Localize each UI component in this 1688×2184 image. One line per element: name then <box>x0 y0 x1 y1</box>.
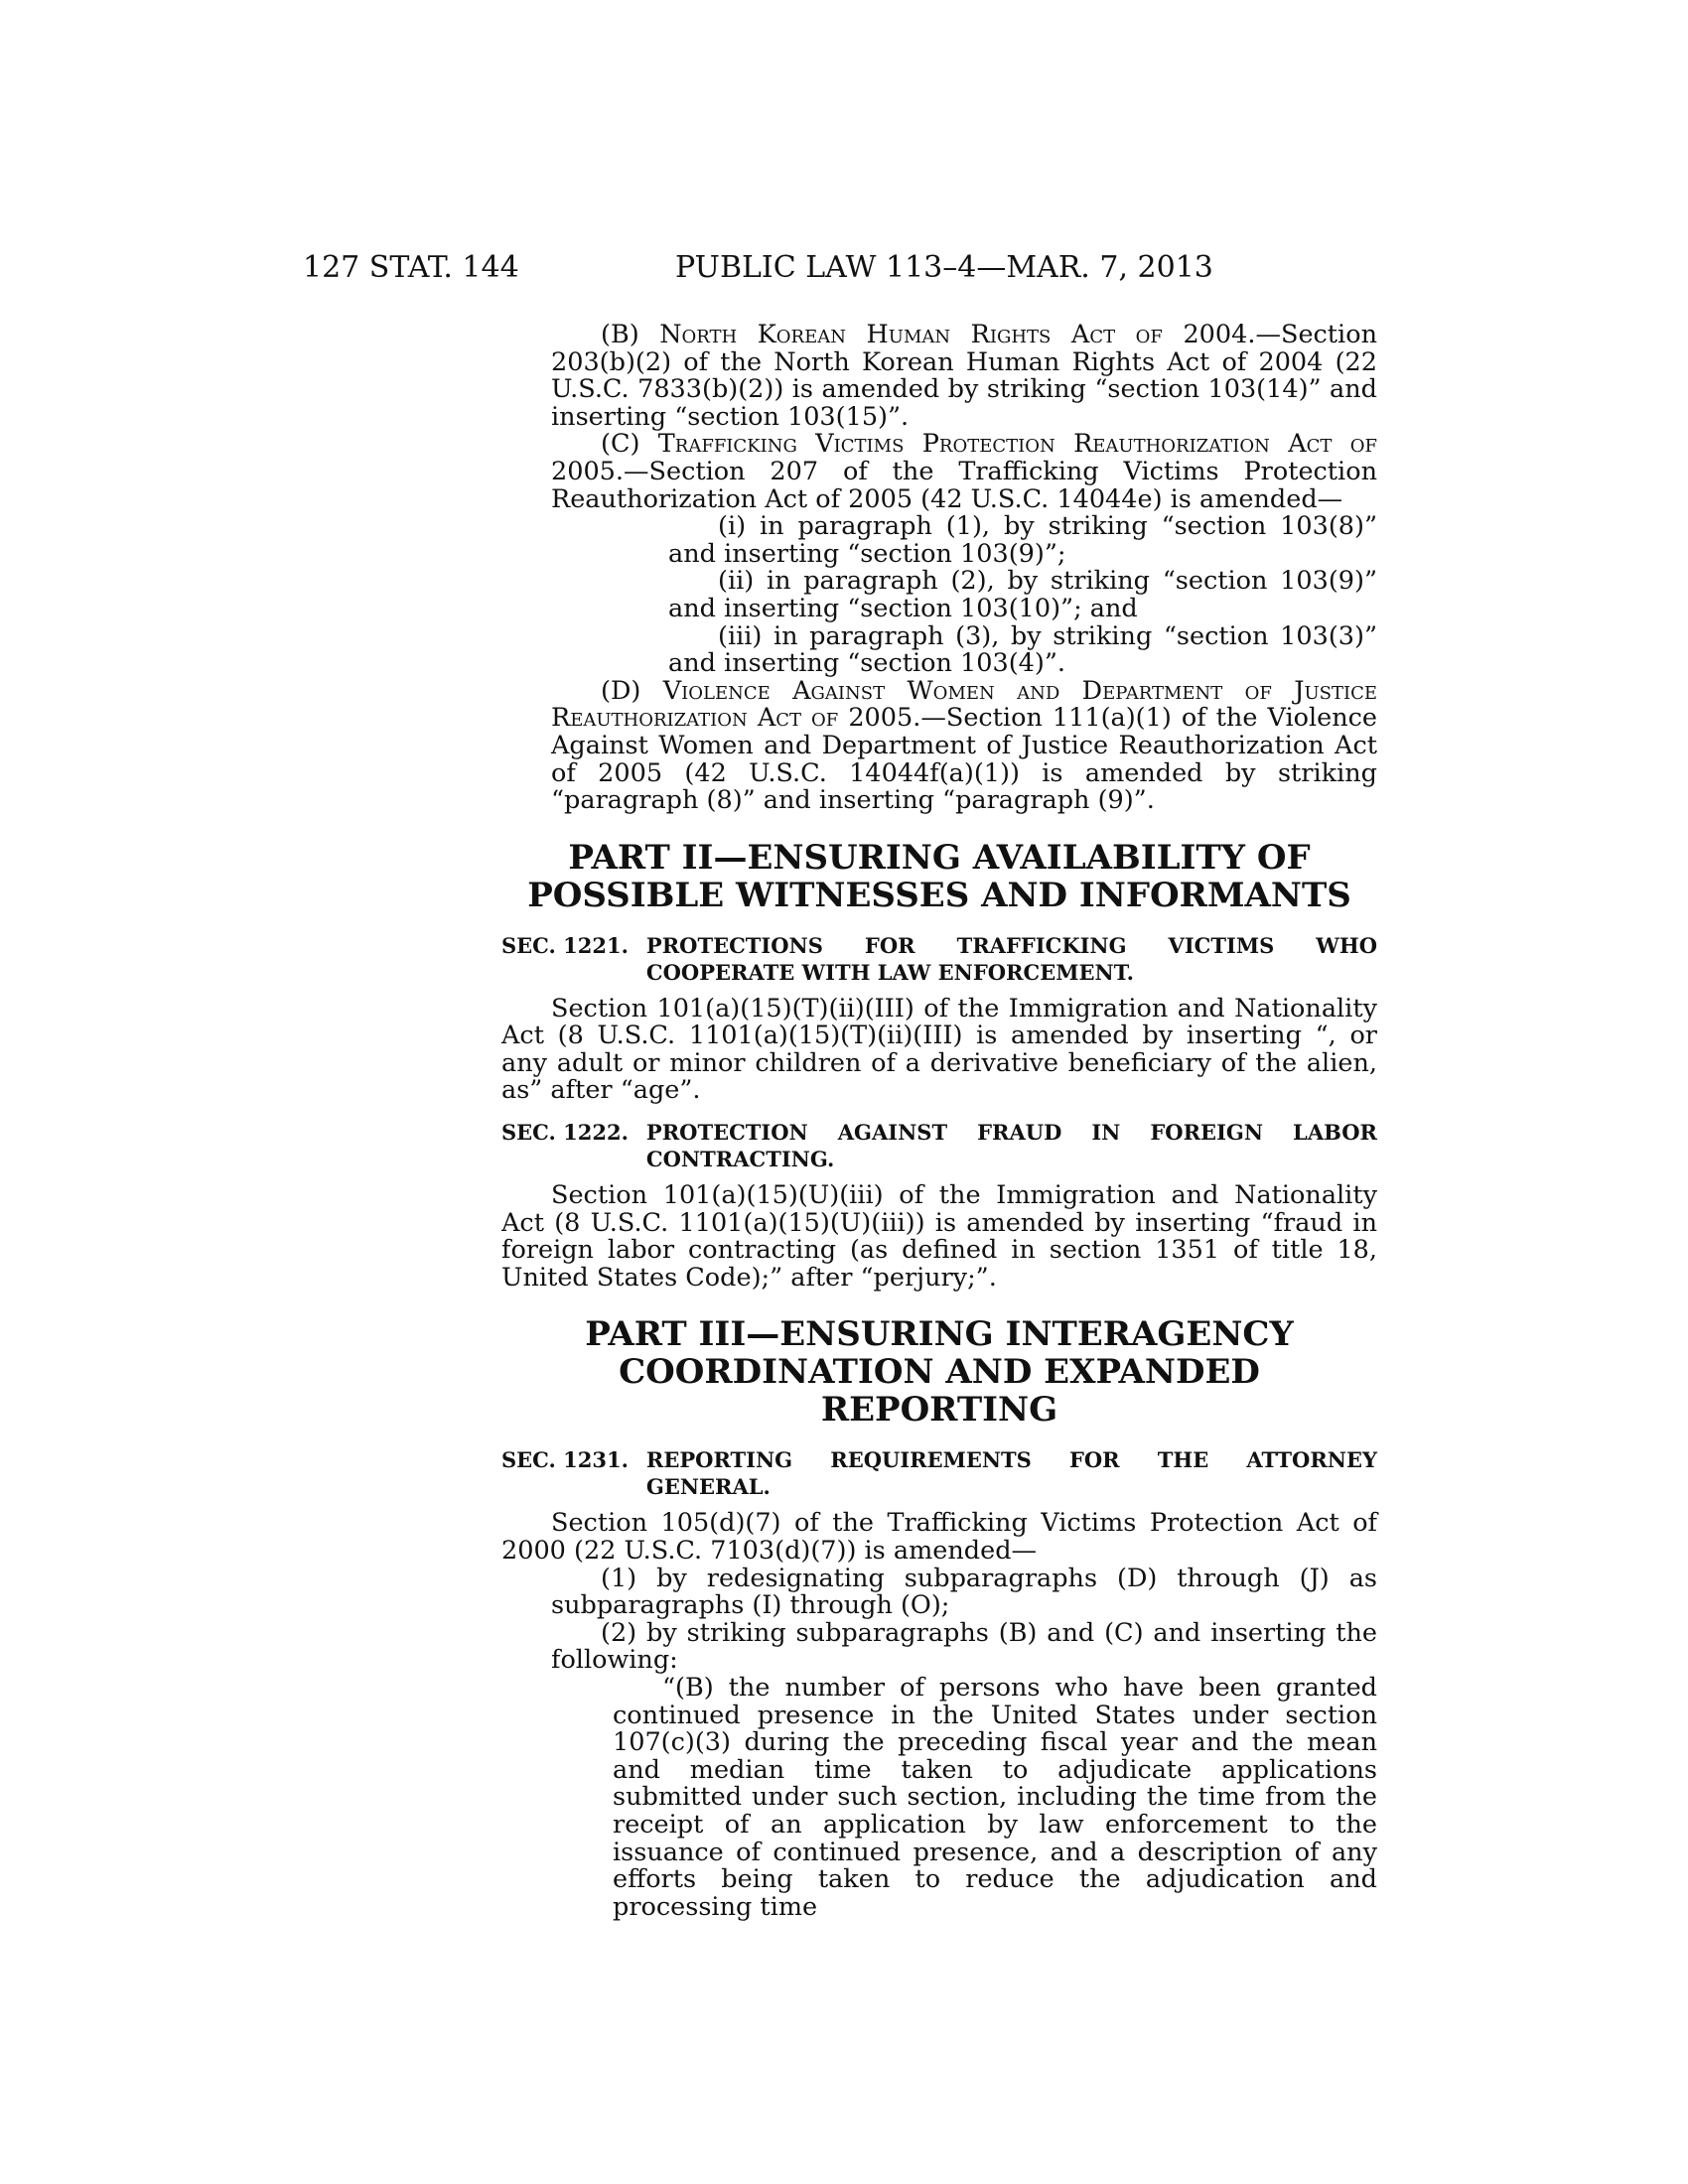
section-1231-item-2: (2) by striking subparagraphs (B) and (C) and inserting the following: <box>551 1617 1377 1676</box>
section-1222-text: Section 101(a)(15)(U)(iii) of the Immigration and Nationality Act (8 U.S.C. 1101(a)(15)(U)(iii)) is amended by inserting “fraud in foreign labor contracting (as defined in section 1351 of title 18, United States Code);” after “perjury;”. <box>501 1180 1377 1293</box>
subparagraph-b-text: —Section 203(b)(2) of the North Korean Human Rights Act of 2004 (22 U.S.C. 7833(b)(2)) is amended by striking “section 103(14)” and inserting “section 103(15)”. <box>551 320 1377 432</box>
section-1231-quoted-subparagraph-b: “(B) the number of persons who have been granted continued presence in the United States under section 107(c)(3) during the preceding fiscal year and the mean and median time taken to adjudicate applications submitted under such section, including the time from the receipt of an application by law enforcement to the issuance of continued presence, and a description of any efforts being taken to reduce the adjudication and processing time <box>613 1673 1377 1922</box>
clause-i: (i) in paragraph (1), by striking “section 103(8)” and inserting “section 103(9)”; <box>668 511 1377 569</box>
section-1221-label: SEC. 1221. <box>501 932 629 958</box>
running-head-law-title: PUBLIC LAW 113–4—MAR. 7, 2013 <box>675 250 1213 285</box>
clause-iii: (iii) in paragraph (3), by striking “section 103(3)” and inserting “section 103(4)”. <box>668 620 1377 679</box>
part-iii-heading-line2: COORDINATION AND EXPANDED REPORTING <box>619 1352 1260 1431</box>
subparagraph-c-heading: Trafficking Victims Protection Reauthorization Act of 2005. <box>551 429 1377 486</box>
subparagraph-d <box>501 675 1377 816</box>
section-1222-title: PROTECTION AGAINST FRAUD IN FOREIGN LABOR CONTRACTING. <box>645 1120 1377 1172</box>
subparagraph-c-label: (C) <box>601 429 658 460</box>
section-1231-heading <box>501 1446 1377 1500</box>
clause-ii: (ii) in paragraph (2), by striking “section 103(9)” and inserting “section 103(10)”; and <box>668 566 1377 623</box>
subparagraph-d-label: (D) <box>601 675 663 706</box>
part-ii-heading-line1: PART II—ENSURING AVAILABILITY OF <box>568 837 1311 878</box>
section-1221-heading <box>501 932 1377 986</box>
section-1221-title: PROTECTIONS FOR TRAFFICKING VICTIMS WHO COOPERATE WITH LAW ENFORCEMENT. <box>645 932 1377 985</box>
subparagraph-b-heading: North Korean Human Rights Act of 2004. <box>659 320 1256 349</box>
subparagraph-d-text: —Section 111(a)(1) of the Violence Against Women and Department of Justice Reauthorization Act of 2005 (42 U.S.C. 14044f(a)(1)) is amended by striking “paragraph (8)” and inserting “paragraph (9)”. <box>551 703 1377 816</box>
part-iii-heading-line1: PART III—ENSURING INTERAGENCY <box>585 1314 1294 1355</box>
section-1231-intro: Section 105(d)(7) of the Trafficking Victims Protection Act of 2000 (22 U.S.C. 7103(d)(7)) is amended— <box>501 1508 1377 1567</box>
part-iii-heading <box>501 1315 1377 1429</box>
part-ii-heading-line2: POSSIBLE WITNESSES AND INFORMANTS <box>527 875 1351 915</box>
part-ii-heading <box>501 839 1377 914</box>
section-1222-label: SEC. 1222. <box>501 1120 629 1146</box>
section-1221-text: Section 101(a)(15)(T)(ii)(III) of the Immigration and Nationality Act (8 U.S.C. 1101(a)(15)(T)(ii)(III) is amended by inserting “, or any adult or minor children of a derivative beneficiary of the alien, as” after “age”. <box>501 993 1377 1106</box>
subparagraph-c <box>501 431 1377 513</box>
subparagraph-c-text: —Section 207 of the Trafficking Victims Protection Reauthorization Act of 2005 (42 U.S.C. 14044e) is amended— <box>551 456 1377 514</box>
subparagraph-d-heading: Violence Against Women and Department of Justice Reauthorization Act of 2005. <box>551 675 1377 734</box>
section-1231-title: REPORTING REQUIREMENTS FOR THE ATTORNEY GENERAL. <box>645 1447 1377 1500</box>
section-1222-heading <box>501 1119 1377 1172</box>
section-1231-item-1: (1) by redesignating subparagraphs (D) through (J) as subparagraphs (I) through (O); <box>551 1563 1377 1621</box>
section-1231-label: SEC. 1231. <box>501 1447 629 1473</box>
subparagraph-b-label: (B) <box>601 320 660 349</box>
body-column <box>501 322 1377 1921</box>
page-header <box>0 250 1688 290</box>
subparagraph-b <box>501 322 1377 431</box>
statute-page-reference: 127 STAT. 144 <box>303 250 519 285</box>
